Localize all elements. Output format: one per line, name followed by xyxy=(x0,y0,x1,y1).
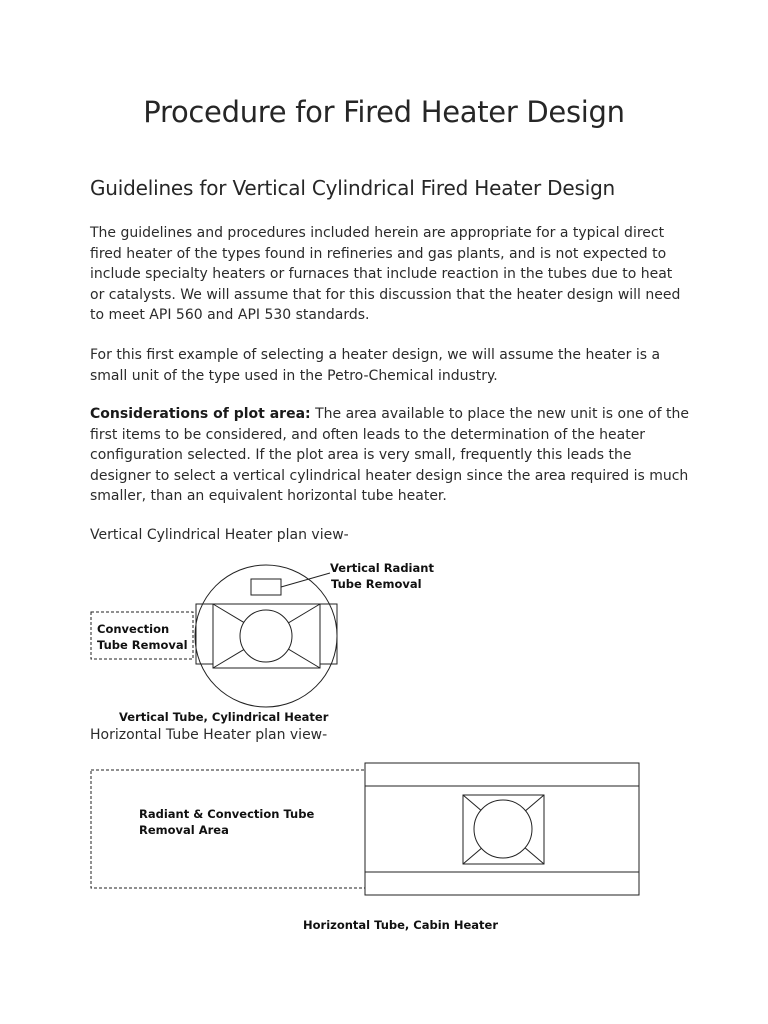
horizontal-heater-caption: Horizontal Tube, Cabin Heater xyxy=(303,918,499,932)
removal-area-label-line1: Radiant & Convection Tube xyxy=(139,807,315,821)
radiant-label-line2: Tube Removal xyxy=(331,577,422,591)
plot-area-text: The area available to place the new unit is one of the first items to be considered, and often leads to the determination of the heater configuration selected. If the plot area is very small, frequently this leads the designer to select a vertical cylindrical heater design since the area required is much smaller, than an equivalent horizontal tube heater. xyxy=(90,406,689,505)
radiant-label-line1: Vertical Radiant xyxy=(330,561,434,575)
removal-area-label-line2: Removal Area xyxy=(139,823,229,837)
section-heading: Guidelines for Vertical Cylindrical Fired Heater Design xyxy=(90,176,616,200)
intro-paragraph: The guidelines and procedures included herein are appropriate for a typical direct fired heater of the types found in refineries and gas plants, and is not expected to include specialty heaters or furnaces that include reaction in the tubes due to heat or catalysts. We will assume that for this discussion that the heater design will need to meet API 560 and API 530 standards. xyxy=(90,225,681,324)
vertical-heater-caption: Vertical Tube, Cylindrical Heater xyxy=(119,710,329,724)
convection-label-line1: Convection xyxy=(97,622,170,636)
vertical-plan-label: Vertical Cylindrical Heater plan view- xyxy=(90,527,349,543)
plot-area-heading: Considerations of plot area: xyxy=(90,406,311,422)
page-title: Procedure for Fired Heater Design xyxy=(143,95,625,129)
convection-label-line2: Tube Removal xyxy=(97,638,188,652)
burner-circle xyxy=(474,800,532,858)
horizontal-plan-label: Horizontal Tube Heater plan view- xyxy=(90,727,328,743)
example-paragraph: For this first example of selecting a heater design, we will assume the heater is a small unit of the type used in the Petro-Chemical industry. xyxy=(90,347,661,384)
